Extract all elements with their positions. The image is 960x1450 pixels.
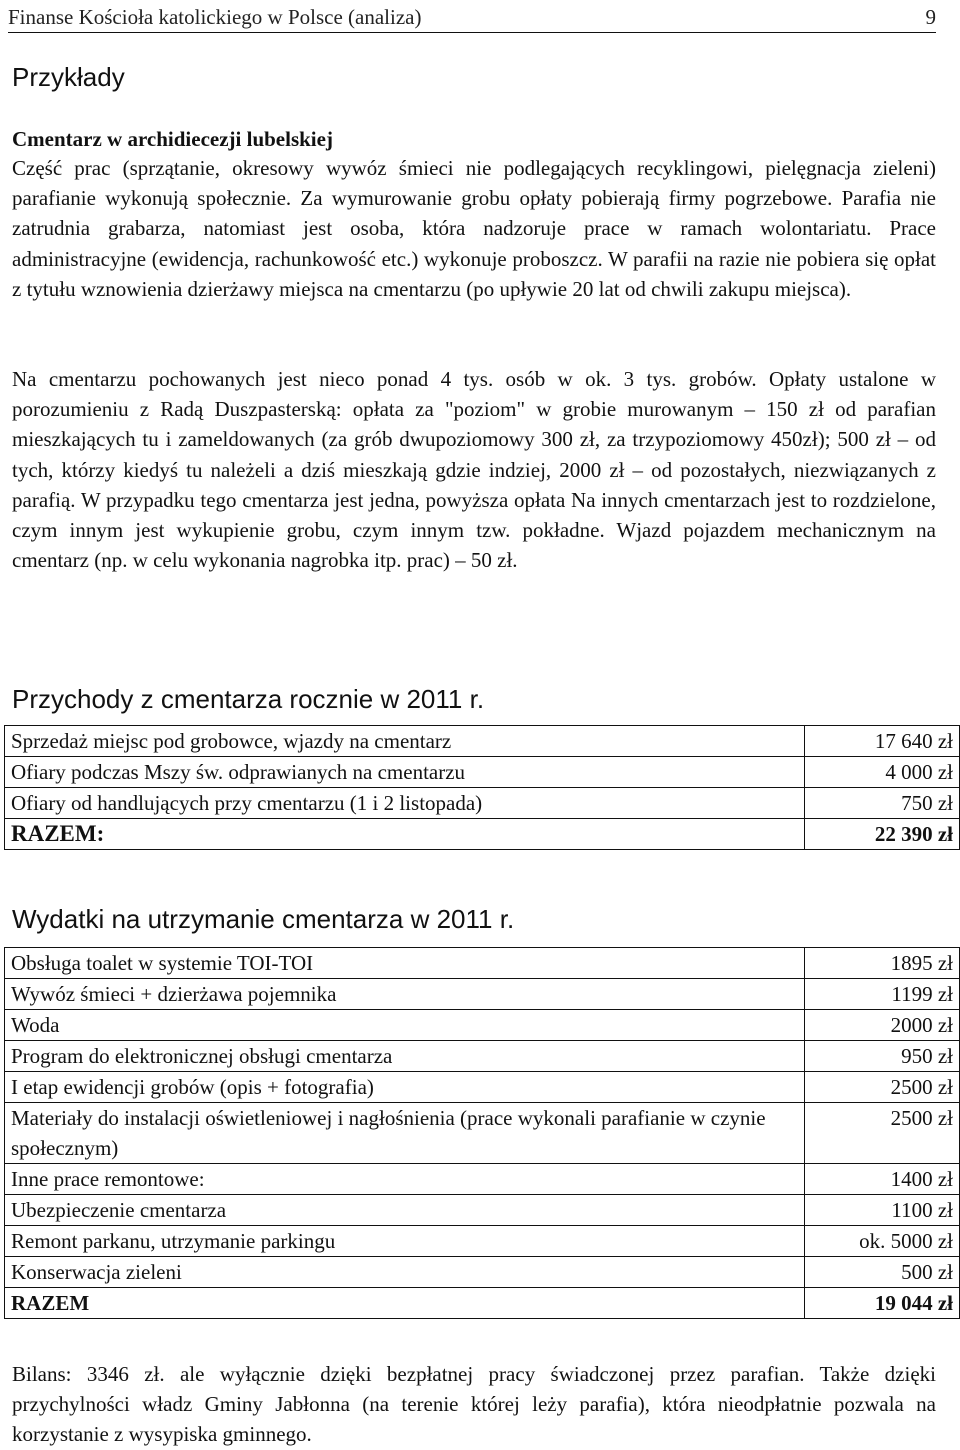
- expense-label: Ubezpieczenie cmentarza: [5, 1195, 805, 1226]
- income-heading: Przychody z cmentarza rocznie w 2011 r.: [12, 684, 485, 714]
- examples-heading: Przykłady: [12, 62, 125, 92]
- expense-amount: 2000 zł: [805, 1010, 960, 1041]
- expense-amount: 2500 zł: [805, 1072, 960, 1103]
- expense-label: Inne prace remontowe:: [5, 1164, 805, 1195]
- expense-amount: 1199 zł: [805, 979, 960, 1010]
- table-row: [5, 1226, 960, 1257]
- table-row: [5, 757, 960, 788]
- income-label: Sprzedaż miejsc pod grobowce, wjazdy na cmentarz: [5, 726, 805, 757]
- balance-paragraph: Bilans: 3346 zł. ale wyłącznie dzięki bezpłatnej pracy świadczonej przez parafian. Także dzięki przychylności władz Gminy Jabłonna (na terenie której leży parafia), która nieodpłatnie pozwala na korzystanie z wysypiska gminnego.: [12, 1362, 936, 1447]
- expense-label: Remont parkanu, utrzymanie parkingu: [5, 1226, 805, 1257]
- header-title: Finanse Kościoła katolickiego w Polsce (analiza): [8, 4, 422, 29]
- income-table: [4, 725, 960, 850]
- expense-amount: 2500 zł: [805, 1103, 960, 1164]
- income-amount: 750 zł: [805, 788, 960, 819]
- income-total-amount: 22 390 zł: [805, 819, 960, 850]
- expense-label: Program do elektronicznej obsługi cmentarza: [5, 1041, 805, 1072]
- table-row: [5, 1164, 960, 1195]
- income-amount: 4 000 zł: [805, 757, 960, 788]
- expense-label: Materiały do instalacji oświetleniowej i nagłośnienia (prace wykonali parafianie w czynie społecznym): [5, 1103, 805, 1164]
- expenses-total-row: [5, 1288, 960, 1319]
- income-amount: 17 640 zł: [805, 726, 960, 757]
- expenses-total-label: RAZEM: [5, 1288, 805, 1319]
- table-row: [5, 1041, 960, 1072]
- expense-label: Wywóz śmieci + dzierżawa pojemnika: [5, 979, 805, 1010]
- page-number: 9: [925, 4, 936, 29]
- income-total-row: [5, 819, 960, 850]
- income-total-label: RAZEM:: [5, 819, 805, 850]
- income-label: Ofiary od handlujących przy cmentarzu (1 i 2 listopada): [5, 788, 805, 819]
- expense-label: Woda: [5, 1010, 805, 1041]
- table-row: [5, 948, 960, 979]
- expense-label: I etap ewidencji grobów (opis + fotografia): [5, 1072, 805, 1103]
- table-row: [5, 1103, 960, 1164]
- expense-amount: 1895 zł: [805, 948, 960, 979]
- table-row: [5, 726, 960, 757]
- expense-label: Konserwacja zieleni: [5, 1257, 805, 1288]
- table-row: [5, 1072, 960, 1103]
- paragraph-2: Na cmentarzu pochowanych jest nieco ponad 4 tys. osób w ok. 3 tys. grobów. Opłaty ustalone w porozumieniu z Radą Duszpasterską: opłata za "poziom" w grobie murowanym – 150 zł od parafian mieszkających tu i zameldowanych (za grób dwupoziomowy 300 zł, za trzypoziomowy 450zł); 500 zł – od tych, którzy kiedyś tu należeli a dziś mieszkają gdzie indziej, 2000 zł – od pozostałych, niezwiązanych z parafią. W przypadku tego cmentarza jest jedna, powyższa opłata Na innych cmentarzach jest to rozdzielone, czym innym jest wykupienie grobu, czym innym tzw. pokładne. Wjazd pojazdem mechanicznym na cmentarz (np. w celu wykonania nagrobka itp. prac) – 50 zł.: [12, 367, 936, 573]
- expense-amount: 500 zł: [805, 1257, 960, 1288]
- income-label: Ofiary podczas Mszy św. odprawianych na cmentarzu: [5, 757, 805, 788]
- running-header: [8, 2, 936, 33]
- expense-amount: ok. 5000 zł: [805, 1226, 960, 1257]
- expenses-heading: Wydatki na utrzymanie cmentarza w 2011 r.: [12, 904, 515, 934]
- table-row: [5, 788, 960, 819]
- paragraph-1: Część prac (sprzątanie, okresowy wywóz śmieci nie podlegających recyklingowi, pielęgnacja zieleni) parafianie wykonują społecznie. Za wymurowanie grobu opłaty pobierają firmy pogrzebowe. Parafia nie zatrudnia grabarza, natomiast jest osoba, która nadzoruje prace w ramach wolontariatu. Prace administracyjne (ewidencja, rachunkowość etc.) wykonuje proboszcz. W parafii na razie nie pobiera się opłat z tytułu wznowienia dzierżawy miejsca na cmentarzu (po upływie 20 lat od chwili zakupu miejsca).: [12, 156, 936, 301]
- expense-amount: 1100 zł: [805, 1195, 960, 1226]
- table-row: [5, 979, 960, 1010]
- expenses-table: [4, 947, 960, 1319]
- table-row: [5, 1010, 960, 1041]
- table-row: [5, 1257, 960, 1288]
- table-row: [5, 1195, 960, 1226]
- cemetery-subheading: Cmentarz w archidiecezji lubelskiej: [12, 127, 333, 151]
- expense-label: Obsługa toalet w systemie TOI-TOI: [5, 948, 805, 979]
- expense-amount: 1400 zł: [805, 1164, 960, 1195]
- expenses-total-amount: 19 044 zł: [805, 1288, 960, 1319]
- expense-amount: 950 zł: [805, 1041, 960, 1072]
